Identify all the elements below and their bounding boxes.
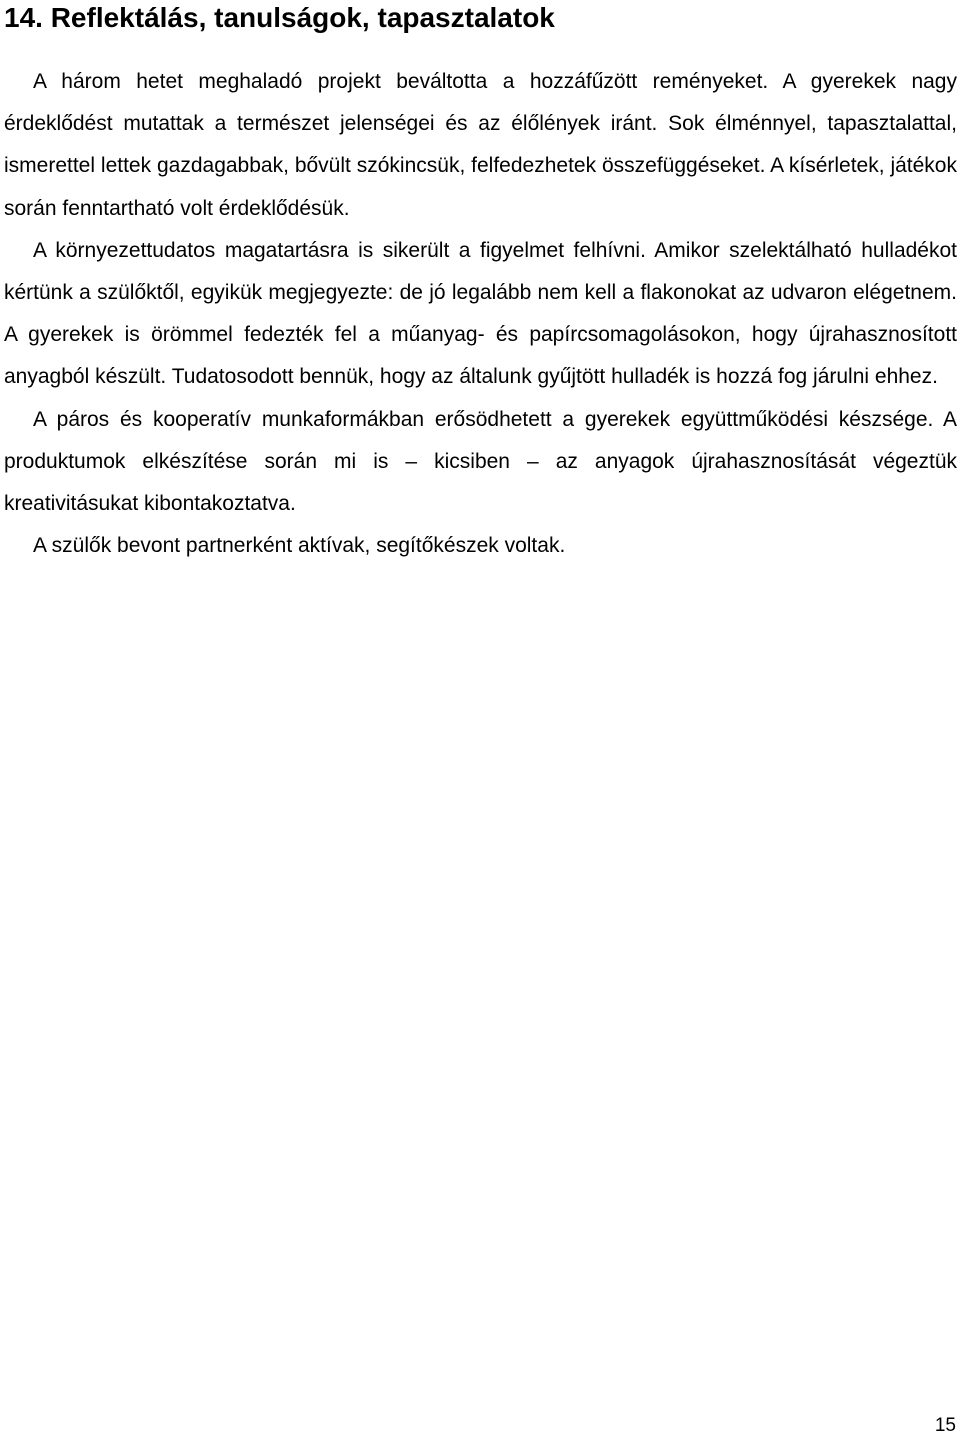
paragraph-project-outcome: A három hetet meghaladó projekt beváltotta a hozzáfűzött reményeket. A gyerekek nagy érdeklődést mutattak a természet jelenségei és az élőlények iránt. Sok élménnyel, tapasztalattal, ismerettel lettek gazdagabbak, bővült szókincsük, felfedezhetek összefüggéseket. A kísérletek, játékok során fenntartható volt érdeklődésük.	[4, 70, 957, 220]
body-text	[4, 61, 957, 567]
paragraph-environmental-awareness: A környezettudatos magatartásra is sikerült a figyelmet felhívni. Amikor szelektálható hulladékot kértünk a szülőktől, egyikük megjegyezte: de jó legalább nem kell a flakonokat az udvaron elégetnem. A gyerekek is örömmel fedezték fel a műanyag- és papírcsomagolásokon, hogy újrahasznosított anyagból készült. Tudatosodott bennük, hogy az általunk gyűjtött hulladék is hozzá fog járulni ehhez.	[4, 238, 957, 389]
paragraph-parents: A szülők bevont partnerként aktívak, segítőkészek voltak.	[33, 534, 566, 558]
page-number: 15	[934, 1415, 956, 1436]
paragraph-cooperation: A páros és kooperatív munkaformákban erősödhetett a gyerekek együttműködési készsége. A produktumok elkészítése során mi is – kicsiben – az anyagok újrahasznosítását végeztük kreativitásukat kibontakoztatva.	[4, 407, 957, 516]
section-heading: 14. Reflektálás, tanulságok, tapasztalatok	[4, 2, 555, 33]
